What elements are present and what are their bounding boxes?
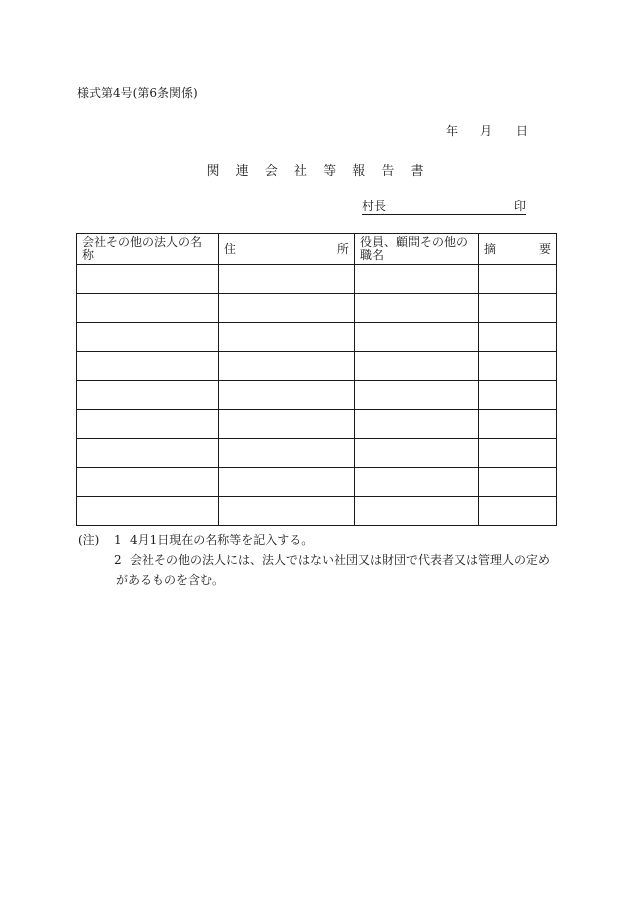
note-text-continuation: があるものを含む。 bbox=[116, 573, 225, 587]
note-number: 1 bbox=[114, 533, 122, 547]
note-text: 4月1日現在の名称等を記入する。 bbox=[130, 533, 314, 547]
header-company-name: 会社その他の法人の名称 bbox=[77, 234, 219, 265]
summary-cell[interactable] bbox=[479, 352, 557, 381]
header-summary-b: 要 bbox=[538, 241, 551, 256]
table-row bbox=[77, 468, 557, 497]
table-row bbox=[77, 439, 557, 468]
summary-cell[interactable] bbox=[479, 439, 557, 468]
company-name-cell[interactable] bbox=[77, 497, 219, 526]
table-row bbox=[77, 410, 557, 439]
company-name-cell[interactable] bbox=[77, 352, 219, 381]
form-number: 様式第4号(第6条関係) bbox=[77, 86, 198, 100]
summary-cell[interactable] bbox=[479, 323, 557, 352]
document-title bbox=[0, 160, 630, 179]
officer-title-cell[interactable] bbox=[355, 294, 479, 323]
officer-title-cell[interactable] bbox=[355, 381, 479, 410]
notes-section bbox=[78, 530, 558, 590]
company-name-cell[interactable] bbox=[77, 265, 219, 294]
title-char: 社 bbox=[293, 164, 307, 179]
header-address-a: 住 bbox=[224, 241, 237, 256]
address-cell[interactable] bbox=[219, 294, 355, 323]
company-name-cell[interactable] bbox=[77, 439, 219, 468]
address-cell[interactable] bbox=[219, 381, 355, 410]
header-officer-line2: 職名 bbox=[360, 248, 385, 262]
table-body bbox=[77, 265, 557, 526]
title-char: 会 bbox=[264, 164, 278, 179]
company-name-cell[interactable] bbox=[77, 323, 219, 352]
table-row bbox=[77, 381, 557, 410]
summary-cell[interactable] bbox=[479, 381, 557, 410]
notes-head: (注) bbox=[78, 533, 100, 547]
officer-title-cell[interactable] bbox=[355, 265, 479, 294]
header-address bbox=[219, 234, 355, 265]
officer-title-cell[interactable] bbox=[355, 323, 479, 352]
header-summary-a: 摘 bbox=[484, 241, 497, 256]
note-text: 会社その他の法人には、法人ではない社団又は財団で代表者又は管理人の定め bbox=[130, 553, 551, 567]
header-officer-title bbox=[355, 234, 479, 265]
title-char: 等 bbox=[323, 164, 337, 179]
note-row-2 bbox=[78, 550, 558, 570]
signer-line bbox=[362, 198, 526, 215]
title-char: 連 bbox=[235, 164, 249, 179]
header-officer-line1: 役員、顧問その他の bbox=[360, 235, 469, 249]
address-cell[interactable] bbox=[219, 468, 355, 497]
table-row bbox=[77, 265, 557, 294]
company-name-cell[interactable] bbox=[77, 294, 219, 323]
officer-title-cell[interactable] bbox=[355, 410, 479, 439]
title-char: 関 bbox=[206, 164, 220, 179]
table-row bbox=[77, 352, 557, 381]
address-cell[interactable] bbox=[219, 323, 355, 352]
officer-title-cell[interactable] bbox=[355, 497, 479, 526]
date-month: 月 bbox=[480, 124, 493, 138]
table-row bbox=[77, 497, 557, 526]
address-cell[interactable] bbox=[219, 497, 355, 526]
seal-mark: 印 bbox=[513, 199, 526, 213]
officer-title-cell[interactable] bbox=[355, 439, 479, 468]
header-summary bbox=[479, 234, 557, 265]
summary-cell[interactable] bbox=[479, 265, 557, 294]
address-cell[interactable] bbox=[219, 410, 355, 439]
table-header-row bbox=[77, 234, 557, 265]
note-row-1 bbox=[78, 530, 558, 550]
company-name-cell[interactable] bbox=[77, 410, 219, 439]
summary-cell[interactable] bbox=[479, 410, 557, 439]
summary-cell[interactable] bbox=[479, 468, 557, 497]
officer-title-cell[interactable] bbox=[355, 468, 479, 497]
summary-cell[interactable] bbox=[479, 497, 557, 526]
report-table bbox=[76, 233, 557, 526]
header-address-b: 所 bbox=[336, 241, 349, 256]
title-char: 報 bbox=[352, 164, 366, 179]
date-year: 年 bbox=[446, 124, 459, 138]
summary-cell[interactable] bbox=[479, 294, 557, 323]
date-day: 日 bbox=[516, 124, 529, 138]
note-row-2-cont bbox=[78, 570, 558, 590]
company-name-cell[interactable] bbox=[77, 381, 219, 410]
title-char: 告 bbox=[381, 164, 395, 179]
address-cell[interactable] bbox=[219, 439, 355, 468]
signer-label: 村長 bbox=[362, 199, 387, 213]
table-row bbox=[77, 323, 557, 352]
title-char: 書 bbox=[410, 164, 424, 179]
table-row bbox=[77, 294, 557, 323]
company-name-cell[interactable] bbox=[77, 468, 219, 497]
note-number: 2 bbox=[114, 553, 122, 567]
officer-title-cell[interactable] bbox=[355, 352, 479, 381]
address-cell[interactable] bbox=[219, 265, 355, 294]
address-cell[interactable] bbox=[219, 352, 355, 381]
